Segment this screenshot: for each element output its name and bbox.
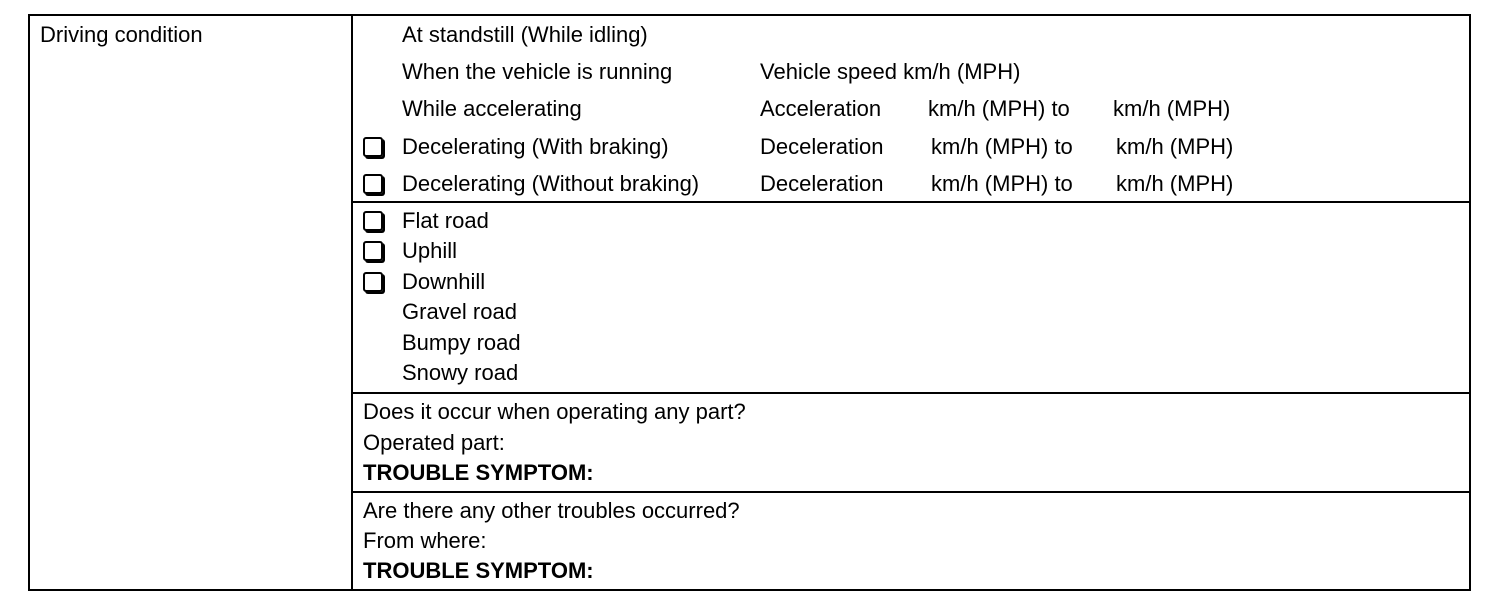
acceleration-label: Acceleration — [760, 96, 882, 121]
road-row-text: Uphill — [402, 238, 458, 263]
driving-row-decel-no-braking — [353, 169, 1469, 199]
road-row-text: Snowy road — [402, 360, 519, 385]
road-row-text: Gravel road — [402, 299, 517, 324]
deceleration-label: Deceleration — [760, 134, 884, 159]
speed-to-unit: km/h (MPH) — [1113, 96, 1231, 121]
road-row-bumpy — [353, 328, 1469, 358]
driving-row-text: When the vehicle is running — [402, 59, 673, 84]
driving-condition-table — [28, 14, 1471, 591]
road-row-text: Downhill — [402, 269, 486, 294]
other-troubles-section — [353, 493, 1469, 589]
operated-part-label: Operated part: — [363, 430, 505, 455]
decel-braking-checkbox[interactable] — [363, 137, 383, 157]
other-troubles-question: Are there any other troubles occurred? — [363, 498, 740, 523]
driving-state-section — [353, 16, 1469, 203]
operating-part-section — [353, 394, 1469, 493]
vehicle-speed-label: Vehicle speed km/h (MPH) — [760, 59, 1021, 84]
speed-from-unit: km/h (MPH) to — [931, 134, 1073, 159]
speed-to-unit: km/h (MPH) — [1116, 171, 1234, 196]
downhill-checkbox[interactable] — [363, 272, 383, 292]
driving-row-running — [353, 57, 1469, 87]
conditions-column — [353, 16, 1469, 589]
road-type-section — [353, 203, 1469, 394]
driving-condition-label: Driving condition — [40, 22, 203, 47]
label-column — [30, 16, 353, 589]
driving-row-decel-braking — [353, 132, 1469, 162]
road-row-downhill — [353, 267, 1469, 297]
driving-row-text: While accelerating — [402, 96, 582, 121]
driving-row-text: Decelerating (With braking) — [402, 134, 669, 159]
road-row-uphill — [353, 236, 1469, 266]
road-row-text: Flat road — [402, 208, 489, 233]
speed-to-unit: km/h (MPH) — [1116, 134, 1234, 159]
driving-row-text: Decelerating (Without braking) — [402, 171, 700, 196]
trouble-symptom-label: TROUBLE SYMPTOM: — [363, 460, 594, 485]
speed-from-unit: km/h (MPH) to — [931, 171, 1073, 196]
trouble-symptom-label: TROUBLE SYMPTOM: — [363, 558, 594, 583]
road-row-text: Bumpy road — [402, 330, 521, 355]
driving-row-standstill — [353, 20, 1469, 50]
from-where-label: From where: — [363, 528, 487, 553]
flat-road-checkbox[interactable] — [363, 211, 383, 231]
uphill-checkbox[interactable] — [363, 241, 383, 261]
road-row-gravel — [353, 297, 1469, 327]
operating-question: Does it occur when operating any part? — [363, 399, 746, 424]
driving-row-text: At standstill (While idling) — [402, 22, 648, 47]
driving-row-accelerating — [353, 94, 1469, 124]
road-row-snowy — [353, 358, 1469, 388]
deceleration-label: Deceleration — [760, 171, 884, 196]
speed-from-unit: km/h (MPH) to — [928, 96, 1070, 121]
road-row-flat — [353, 206, 1469, 236]
decel-no-braking-checkbox[interactable] — [363, 174, 383, 194]
